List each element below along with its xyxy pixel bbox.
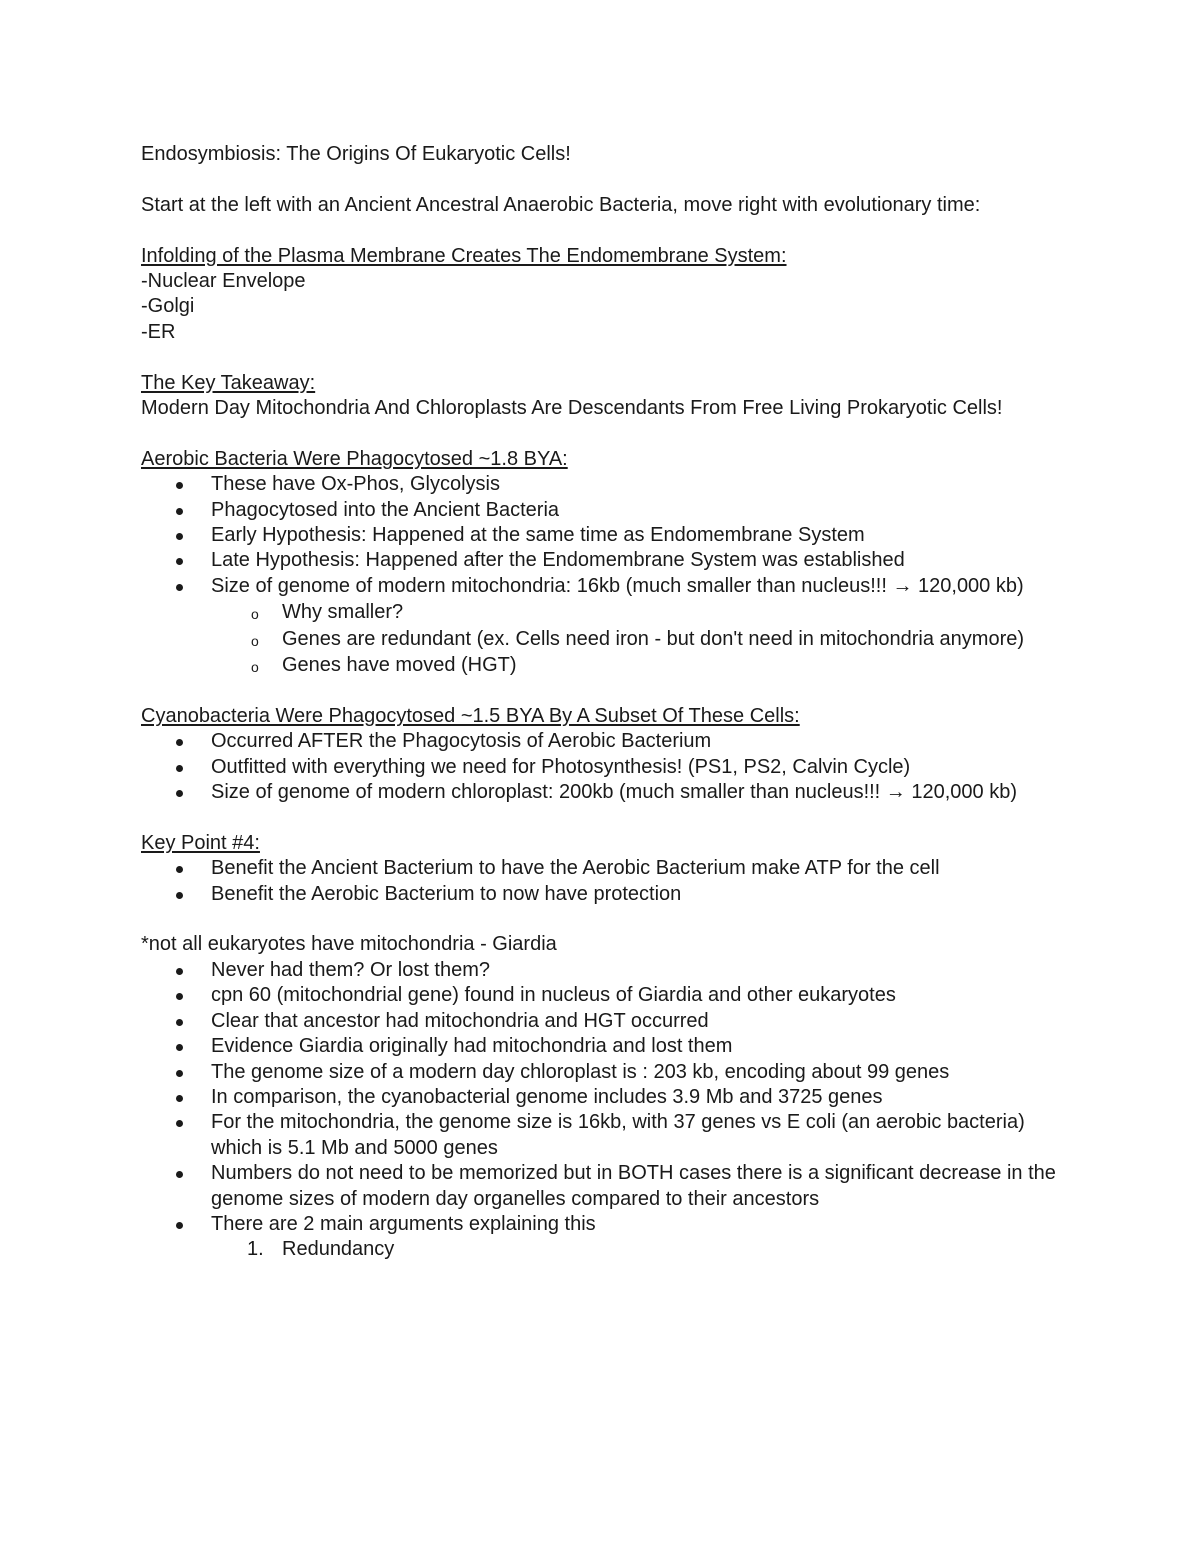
endomembrane-item: -ER <box>141 320 176 343</box>
numbered-text: Redundancy <box>282 1238 395 1261</box>
bullet-item <box>141 523 1061 548</box>
spacer <box>141 345 1061 370</box>
bullet-text: Benefit the Ancient Bacterium to have the Aerobic Bacterium make ATP for the cell <box>211 857 940 880</box>
bullet-icon <box>176 558 183 565</box>
sub-bullet-icon: o <box>251 659 259 676</box>
arguments-numbered-list <box>141 1237 1061 1262</box>
aerobic-bullet-list <box>141 472 1061 599</box>
bullet-icon <box>176 866 183 873</box>
bullet-text: Outfitted with everything we need for Photosynthesis! (PS1, PS2, Calvin Cycle) <box>211 755 911 778</box>
cyanobacteria-bullet-list <box>141 729 1061 805</box>
bullet-icon <box>176 1171 183 1178</box>
bullet-text: For the mitochondria, the genome size is 16kb, with 37 genes vs E coli (an aerobic bacteria) which is 5.1 Mb and 5000 genes <box>211 1111 1025 1159</box>
giardia-bullet-list <box>141 958 1061 1237</box>
bullet-item <box>141 1085 1061 1110</box>
spacer <box>141 421 1061 446</box>
bullet-item <box>141 548 1061 573</box>
bullet-item <box>141 856 1061 881</box>
bullet-text: The genome size of a modern day chloroplast is : 203 kb, encoding about 99 genes <box>211 1060 950 1083</box>
bullet-icon <box>176 1019 183 1026</box>
sub-bullet-text: Why smaller? <box>282 601 404 624</box>
bullet-icon <box>176 1044 183 1051</box>
intro-text: Start at the left with an Ancient Ancestral Anaerobic Bacteria, move right with evolutionary time: <box>141 193 981 216</box>
bullet-icon <box>176 1222 183 1229</box>
key-point-bullet-list <box>141 856 1061 907</box>
bullet-text: Occurred AFTER the Phagocytosis of Aerobic Bacterium <box>211 730 712 753</box>
bullet-item <box>141 729 1061 754</box>
bullet-icon <box>176 968 183 975</box>
bullet-icon <box>176 1070 183 1077</box>
document-title: Endosymbiosis: The Origins Of Eukaryotic Cells! <box>141 143 571 165</box>
sub-bullet-icon: o <box>251 632 259 649</box>
bullet-item <box>141 1110 1061 1161</box>
spacer <box>141 907 1061 932</box>
bullet-text: Early Hypothesis: Happened at the same time as Endomembrane System <box>211 524 865 547</box>
endomembrane-item: -Golgi <box>141 295 195 318</box>
bullet-text: Late Hypothesis: Happened after the Endomembrane System was established <box>211 549 905 572</box>
bullet-text: Numbers do not need to be memorized but in BOTH cases there is a significant decrease in the genome sizes of modern day organelles compared to their ancestors <box>211 1162 1056 1210</box>
giardia-intro: *not all eukaryotes have mitochondria - Giardia <box>141 933 557 956</box>
bullet-item <box>141 1161 1061 1212</box>
numbered-item <box>141 1237 1061 1262</box>
sub-bullet-item <box>141 653 1061 678</box>
bullet-text: Benefit the Aerobic Bacterium to now have protection <box>211 882 682 905</box>
bullet-text: Clear that ancestor had mitochondria and HGT occurred <box>211 1009 709 1032</box>
key-takeaway-text: Modern Day Mitochondria And Chloroplasts Are Descendants From Free Living Prokaryotic Cells! <box>141 397 1003 420</box>
bullet-icon <box>176 765 183 772</box>
bullet-item <box>141 755 1061 780</box>
bullet-text: Never had them? Or lost them? <box>211 958 491 981</box>
bullet-item <box>141 472 1061 497</box>
sub-bullet-item <box>141 627 1061 652</box>
bullet-icon <box>176 892 183 899</box>
bullet-item <box>141 1009 1061 1034</box>
section-heading-endomembrane: Infolding of the Plasma Membrane Creates The Endomembrane System: <box>141 244 787 267</box>
section-heading-aerobic-bacteria: Aerobic Bacteria Were Phagocytosed ~1.8 BYA: <box>141 447 568 470</box>
bullet-item <box>141 780 1061 805</box>
bullet-item <box>141 574 1061 599</box>
bullet-item <box>141 1034 1061 1059</box>
bullet-text: Phagocytosed into the Ancient Bacteria <box>211 498 560 521</box>
sub-bullet-item <box>141 600 1061 625</box>
bullet-text: In comparison, the cyanobacterial genome includes 3.9 Mb and 3725 genes <box>211 1085 883 1108</box>
bullet-icon <box>176 508 183 515</box>
sub-bullet-text: Genes are redundant (ex. Cells need iron - but don't need in mitochondria anymore) <box>282 627 1025 650</box>
bullet-icon <box>176 993 183 1000</box>
bullet-icon <box>176 584 183 591</box>
bullet-item <box>141 882 1061 907</box>
bullet-text: Evidence Giardia originally had mitochondria and lost them <box>211 1035 733 1058</box>
bullet-item <box>141 958 1061 983</box>
bullet-icon <box>176 739 183 746</box>
bullet-icon <box>176 1120 183 1127</box>
bullet-icon <box>176 533 183 540</box>
bullet-item <box>141 983 1061 1008</box>
spacer <box>141 805 1061 830</box>
section-heading-key-point: Key Point #4: <box>141 831 260 854</box>
number-marker: 1. <box>247 1238 264 1261</box>
section-heading-key-takeaway: The Key Takeaway: <box>141 371 316 394</box>
sub-bullet-icon: o <box>251 606 259 623</box>
bullet-text: These have Ox-Phos, Glycolysis <box>211 473 500 496</box>
bullet-item <box>141 498 1061 523</box>
bullet-icon <box>176 482 183 489</box>
sub-bullet-text: Genes have moved (HGT) <box>282 654 517 677</box>
bullet-text: Size of genome of modern mitochondria: 16kb (much smaller than nucleus!!! → 120,000 kb) <box>211 574 1024 597</box>
bullet-text: cpn 60 (mitochondrial gene) found in nucleus of Giardia and other eukaryotes <box>211 984 896 1007</box>
bullet-item <box>141 1060 1061 1085</box>
spacer <box>141 167 1061 192</box>
section-heading-cyanobacteria: Cyanobacteria Were Phagocytosed ~1.5 BYA By A Subset Of These Cells: <box>141 704 800 727</box>
bullet-text: Size of genome of modern chloroplast: 200kb (much smaller than nucleus!!! → 120,000 kb) <box>211 781 1017 804</box>
aerobic-sub-list <box>141 600 1061 678</box>
bullet-icon <box>176 1095 183 1102</box>
spacer <box>141 218 1061 243</box>
bullet-item <box>141 1212 1061 1237</box>
bullet-icon <box>176 790 183 797</box>
endomembrane-item: -Nuclear Envelope <box>141 270 306 292</box>
document-page <box>141 142 1061 1263</box>
spacer <box>141 678 1061 703</box>
bullet-text: There are 2 main arguments explaining this <box>211 1212 596 1235</box>
